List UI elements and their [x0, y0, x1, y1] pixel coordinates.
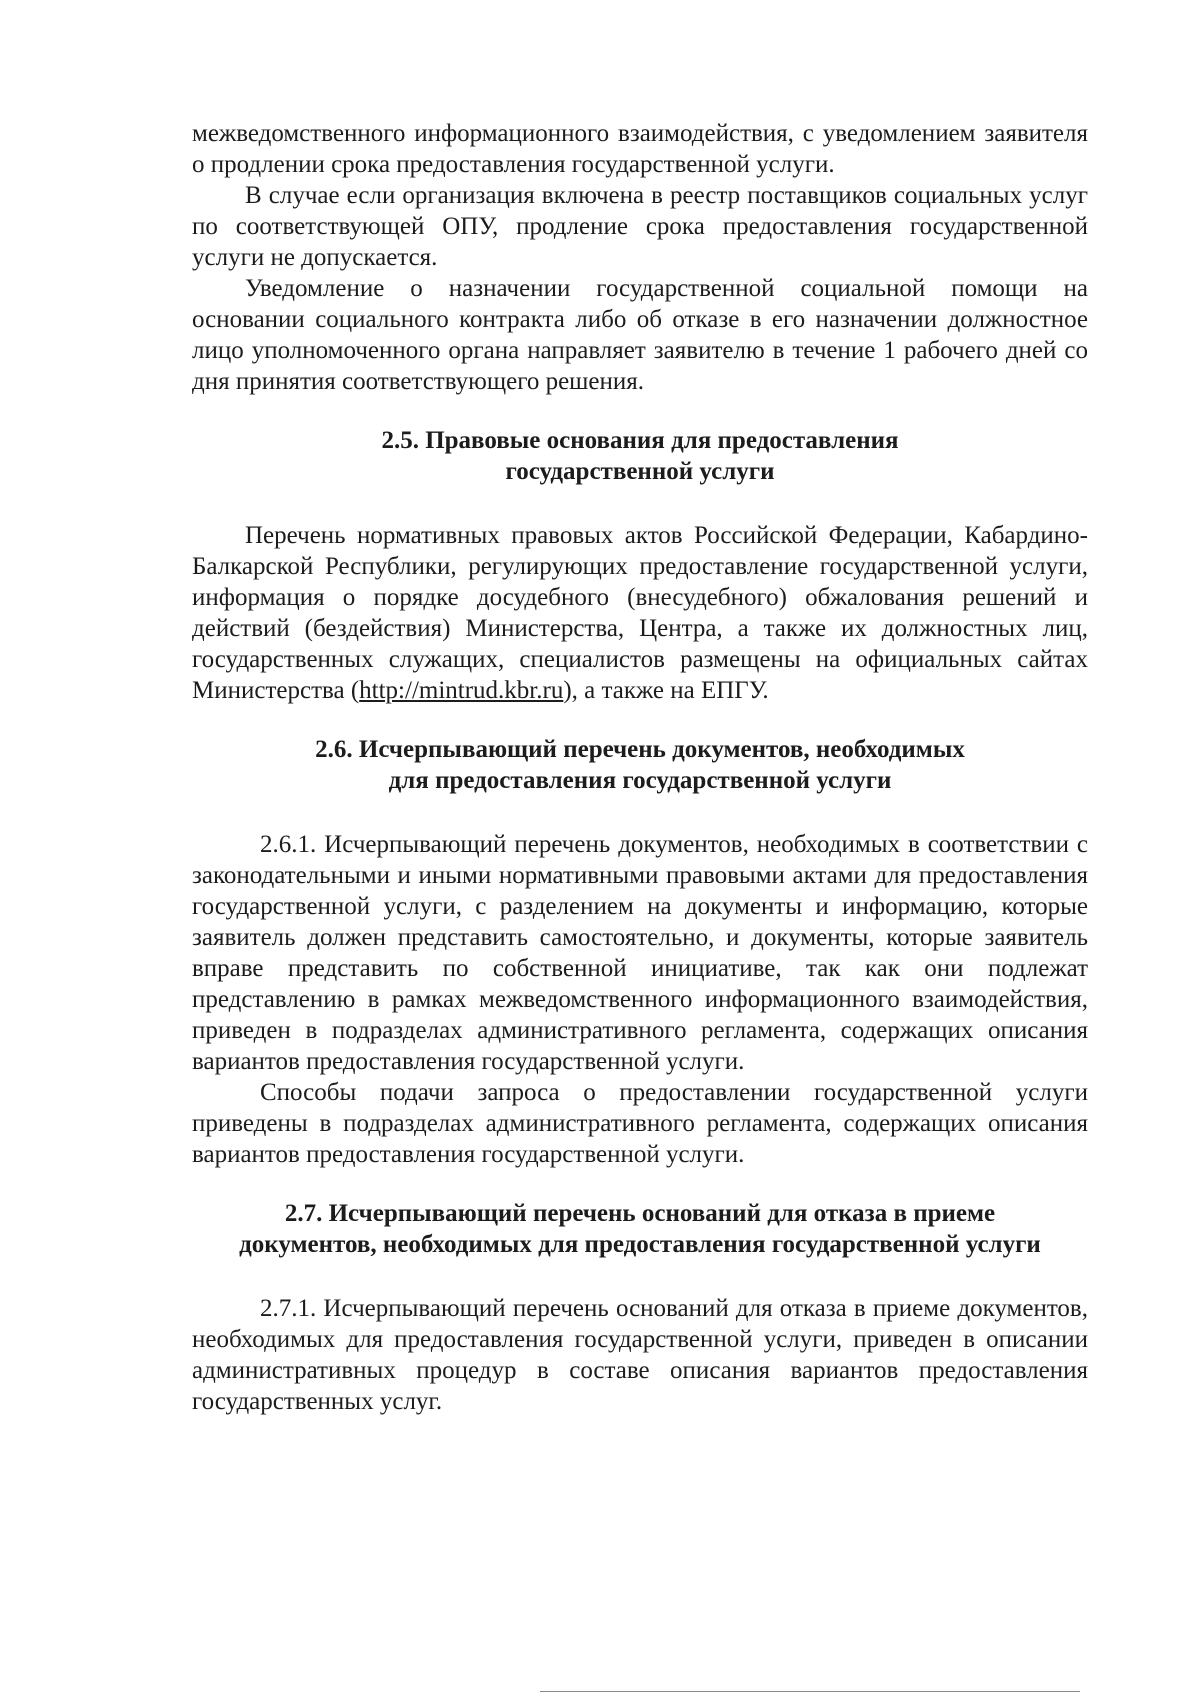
section-heading-2-7 — [192, 1198, 1088, 1260]
paragraph-legal-acts — [192, 520, 1088, 706]
paragraph-continuation: межведомственного информационного взаимодействия, с уведомлением заявителя о продлении срока предоставления государственной услуги. — [192, 120, 1088, 178]
document-body — [192, 118, 1088, 1417]
paragraph-2-7-1: 2.7.1. Исчерпывающий перечень оснований для отказа в приеме документов, необходимых для предоставления государственной услуги, приведен в описании административных процедур в составе описания вариантов предоставления государственных услуг. — [192, 1295, 1088, 1415]
footer-divider — [540, 1691, 1080, 1692]
section-heading-2-6-line2: для предоставления государственной услуги — [388, 767, 892, 794]
paragraph-2-6-1: 2.6.1. Исчерпывающий перечень документов, необходимых в соответствии с законодательными и иными нормативными правовыми актами для предоставления государственной услуги, с разделением на документы и информацию, которые заявитель должен представить самостоятельно, и документы, которые заявитель вправе представить по собственной инициативе, так как они подлежат представлению в рамках межведомственного информационного взаимодействия, приведен в подразделах административного регламента, содержащих описания вариантов предоставления государственной услуги. — [192, 831, 1088, 1075]
section-heading-2-5-line2: государственной услуги — [505, 458, 775, 485]
paragraph-notification: Уведомление о назначении государственной социальной помощи на основании социального контракта либо об отказе в его назначении должностное лицо уполномоченного органа направляет заявителю в течение 1 рабочего дней со дня принятия соответствующего решения. — [192, 275, 1088, 395]
paragraph-legal-acts-tail: ), а также на ЕПГУ. — [563, 677, 769, 704]
paragraph-legal-acts-text: Перечень нормативных правовых актов Российской Федерации, Кабардино-Балкарской Республики, регулирующих предоставление государственной услуги, информация о порядке досудебного (внесудебного) обжалования решений и действий (бездействия) Министерства, Центра, а также их должностных лиц, государственных служащих, специалистов размещены на официальных сайтах Министерства ( — [192, 522, 1088, 704]
section-heading-2-6 — [192, 734, 1088, 796]
paragraph-submission-methods: Способы подачи запроса о предоставлении государственной услуги приведены в подразделах административного регламента, содержащих описания вариантов предоставления государственной услуги. — [192, 1079, 1088, 1168]
section-heading-2-5-line1: 2.5. Правовые основания для предоставления — [381, 427, 899, 454]
section-heading-2-7-line1: 2.7. Исчерпывающий перечень оснований для отказа в приеме — [284, 1200, 996, 1227]
ministry-website-link[interactable]: http://mintrud.kbr.ru — [359, 677, 564, 704]
section-heading-2-6-line1: 2.6. Исчерпывающий перечень документов, необходимых — [315, 736, 965, 763]
paragraph-registry-exception: В случае если организация включена в реестр поставщиков социальных услуг по соответствующей ОПУ, продление срока предоставления государственной услуги не допускается. — [192, 182, 1088, 271]
section-heading-2-7-line2: документов, необходимых для предоставления государственной услуги — [239, 1231, 1041, 1258]
section-heading-2-5 — [192, 425, 1088, 487]
